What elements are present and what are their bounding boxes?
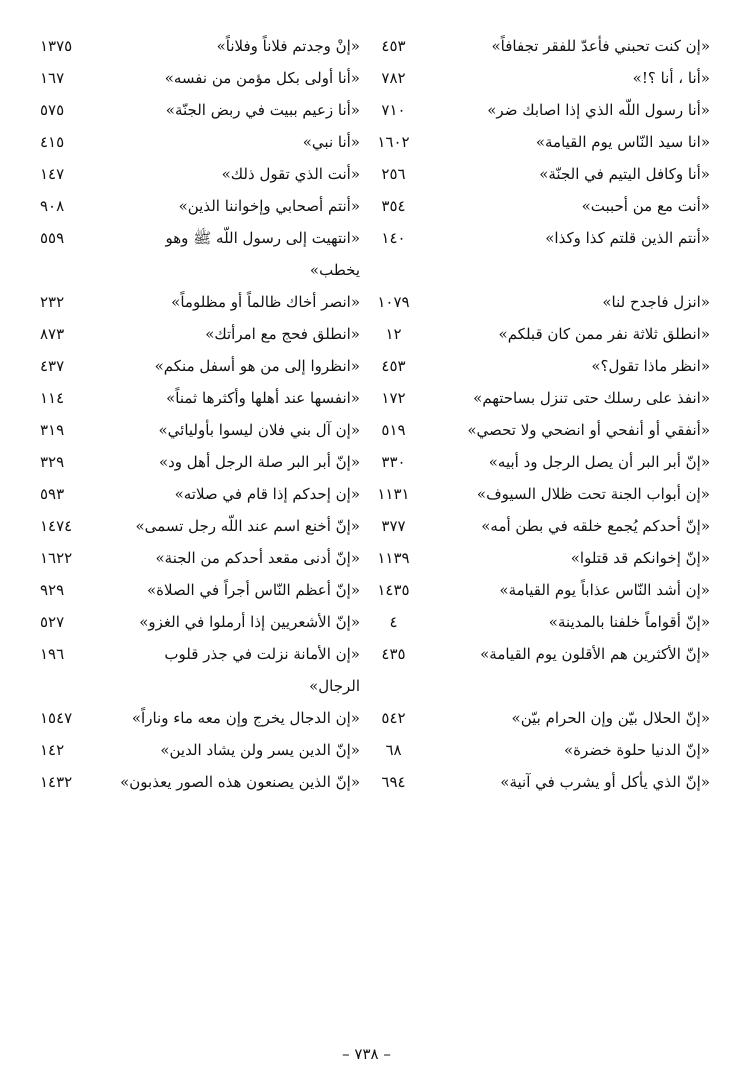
- entry-text: «إن إحدكم إذا قام في صلاته»: [174, 485, 360, 503]
- index-entry: [360, 222, 710, 286]
- entry-page: ١٦٠٢: [377, 133, 410, 151]
- entry-page: ١٦٢٢: [40, 549, 73, 567]
- index-entry: [40, 126, 360, 158]
- entry-page: ١٢: [385, 325, 402, 343]
- entry-text: «انطلق ثلاثة نفر ممن كان قبلكم»: [498, 325, 710, 343]
- entry-text: «إنّ أقواماً خلفنا بالمدينة»: [548, 613, 710, 631]
- entry-page: ١١٣٩: [377, 549, 410, 567]
- entry-text: «إنّ أبر البر صلة الرجل أهل ود»: [158, 453, 360, 471]
- index-entry: [40, 606, 360, 638]
- index-entry: [360, 318, 710, 350]
- entry-text: «إنّ أعظم النّاس أجراً في الصلاة»: [146, 581, 360, 599]
- index-entry: [40, 638, 360, 702]
- entry-text: «إنّ الذي يأكل أو يشرب في آنية»: [500, 773, 710, 791]
- entry-text: «أنت الذي تقول ذلك»: [221, 165, 360, 183]
- entry-page: ٦٩٤: [381, 773, 406, 791]
- index-entry: [40, 542, 360, 574]
- entry-text: «أنا زعيم ببيت في ربض الجنّة»: [165, 101, 360, 119]
- entry-page: ٥٤٢: [381, 709, 406, 727]
- entry-page: ٤: [389, 613, 398, 631]
- entry-text: «إنْ وجدتم فلاناً وفلاناً»: [216, 37, 360, 55]
- entry-text: «أنت مع من أحببت»: [581, 197, 710, 215]
- index-entry: [40, 446, 360, 478]
- index-entry: [360, 286, 710, 318]
- index-entry: [360, 766, 710, 798]
- entry-text: «أنا ، أنا ؟!»: [632, 69, 710, 87]
- entry-text: «انفسها عند أهلها وأكثرها ثمناً»: [166, 389, 360, 407]
- entry-page: ١٤٠: [381, 229, 406, 247]
- index-entry: [360, 94, 710, 126]
- entry-text: «أنتم أصحابي وإخواننا الذين»: [178, 197, 360, 215]
- right-column: [360, 30, 710, 798]
- entry-page: ٣٢٩: [40, 453, 65, 471]
- entry-text: «أنا وكافل اليتيم في الجنّة»: [539, 165, 710, 183]
- entry-page: ٤١٥: [40, 133, 65, 151]
- entry-page: ١٩٦: [40, 645, 65, 663]
- entry-page: ١٣٧٥: [40, 37, 73, 55]
- left-column: [40, 30, 360, 798]
- entry-page: ٣٣٠: [381, 453, 406, 471]
- entry-page: ١١٣١: [377, 485, 410, 503]
- entry-text: «إنّ الحلال بيّن وإن الحرام بيّن»: [511, 709, 710, 727]
- entry-text: «إن الدجال يخرج وإن معه ماء وناراً»: [131, 709, 360, 727]
- entry-text: «أنا نبي»: [302, 133, 360, 151]
- entry-text: «إنّ أبر البر أن يصل الرجل ود أبيه»: [488, 453, 710, 471]
- index-entry: [40, 382, 360, 414]
- index-entry: [40, 94, 360, 126]
- entry-text: «انزل فاجدح لنا»: [602, 293, 710, 311]
- entry-page: ٤٥٣: [381, 37, 406, 55]
- index-entry: [40, 158, 360, 190]
- page-number: – ٧٣٨ –: [342, 1045, 391, 1063]
- entry-text: «إن آل بني فلان ليسوا بأوليائي»: [158, 421, 360, 439]
- entry-text: «انصر أخاك ظالماً أو مظلوماً»: [171, 293, 360, 311]
- entry-text: «أنتم الذين قلتم كذا وكذا»: [545, 229, 710, 247]
- entry-page: ١٦٧: [40, 69, 65, 87]
- index-entry: [360, 542, 710, 574]
- index-entry: [40, 350, 360, 382]
- index-entry: [360, 350, 710, 382]
- entry-page: ٩٠٨: [40, 197, 65, 215]
- index-entry: [40, 62, 360, 94]
- entry-page: ١٠٧٩: [377, 293, 410, 311]
- index-entry: [360, 30, 710, 62]
- entry-page: ٣١٩: [40, 421, 65, 439]
- entry-page: ٥٥٩: [40, 229, 65, 247]
- index-entry: [360, 510, 710, 542]
- entry-text: «إنّ أدنى مقعد أحدكم من الجنة»: [155, 549, 360, 567]
- entry-page: ١٤٧٤: [40, 517, 73, 535]
- entry-text: «إنّ إخوانكم قد قتلوا»: [570, 549, 710, 567]
- entry-page: ٤٣٧: [40, 357, 65, 375]
- entry-page: ١٧٢: [381, 389, 406, 407]
- index-entry: [40, 574, 360, 606]
- index-entry: [360, 734, 710, 766]
- entry-text: «إنّ أحدكم يُجمع خلقه في بطن أمه»: [481, 517, 710, 535]
- index-entry: [360, 638, 710, 702]
- entry-page: ١٥٤٧: [40, 709, 73, 727]
- entry-text: «انطلق فحج مع امرأتك»: [205, 325, 360, 343]
- entry-text: «انا سيد النّاس يوم القيامة»: [535, 133, 710, 151]
- entry-text: «إنّ الذين يصنعون هذه الصور يعذبون»: [120, 773, 360, 791]
- entry-page: ٥٧٥: [40, 101, 65, 119]
- entry-page: ٣٥٤: [381, 197, 406, 215]
- index-entry: [360, 190, 710, 222]
- index-entry: [40, 734, 360, 766]
- entry-page: ٥٩٣: [40, 485, 65, 503]
- index-entry: [360, 158, 710, 190]
- entry-text: «انظر ماذا تقول؟»: [591, 357, 710, 375]
- index-entry: [40, 30, 360, 62]
- entry-text: «أنا رسول اللّه الذي إذا اصابك ضر»: [487, 101, 710, 119]
- entry-page: ٤٥٣: [381, 357, 406, 375]
- entry-text: «إن أشد النّاس عذاباً يوم القيامة»: [499, 581, 710, 599]
- index-entry: [40, 510, 360, 542]
- entry-page: ٧٨٢: [381, 69, 406, 87]
- entry-text: «أنا أولى بكل مؤمن من نفسه»: [164, 69, 360, 87]
- index-entry: [40, 414, 360, 446]
- entry-text: «انتهيت إلى رسول اللّه ﷺ وهو يخطب»: [165, 229, 360, 280]
- index-entry: [360, 478, 710, 510]
- index-entry: [40, 318, 360, 350]
- entry-text: «إنّ الأكثرين هم الأقلون يوم القيامة»: [480, 645, 710, 663]
- index-entry: [40, 766, 360, 798]
- entry-page: ٧١٠: [381, 101, 406, 119]
- index-entry: [40, 478, 360, 510]
- index-entry: [360, 446, 710, 478]
- entry-text: «إن الأمانة نزلت في جذر قلوب الرجال»: [164, 645, 360, 696]
- entry-text: «إنّ أخنع اسم عند اللّه رجل تسمى»: [135, 517, 360, 535]
- index-entry: [360, 606, 710, 638]
- entry-page: ١٤٣٢: [40, 773, 73, 791]
- entry-text: «إنّ الأشعريين إذا أرملوا في الغزو»: [139, 613, 360, 631]
- entry-page: ٦٨: [385, 741, 402, 759]
- index-entry: [360, 62, 710, 94]
- entry-page: ٢٥٦: [381, 165, 406, 183]
- entry-text: «إنّ الدنيا حلوة خضرة»: [564, 741, 710, 759]
- entry-page: ١٤٧: [40, 165, 65, 183]
- index-entry: [40, 702, 360, 734]
- entry-page: ٥١٩: [381, 421, 406, 439]
- entry-text: «إن كنت تحبني فأعدّ للفقر تجفافاً»: [491, 37, 710, 55]
- index-entry: [360, 702, 710, 734]
- entry-page: ١٤٣٥: [377, 581, 410, 599]
- entry-page: ١١٤: [40, 389, 65, 407]
- index-entry: [40, 286, 360, 318]
- index-entry: [360, 414, 710, 446]
- entry-page: ٩٢٩: [40, 581, 65, 599]
- entry-text: «انفذ على رسلك حتى تنزل بساحتهم»: [473, 389, 710, 407]
- entry-text: «إن أبواب الجنة تحت ظلال السيوف»: [476, 485, 710, 503]
- entry-page: ١٤٢: [40, 741, 65, 759]
- entry-text: «انظروا إلى من هو أسفل منكم»: [154, 357, 360, 375]
- index-entry: [40, 190, 360, 222]
- entry-page: ٤٣٥: [381, 645, 406, 663]
- entry-page: ٢٣٢: [40, 293, 65, 311]
- index-entry: [360, 382, 710, 414]
- index-entry: [40, 222, 360, 286]
- entry-text: «أنفقي أو أنفحي أو انضحي ولا تحصي»: [467, 421, 710, 439]
- entry-page: ٨٧٣: [40, 325, 65, 343]
- entry-page: ٥٢٧: [40, 613, 65, 631]
- entry-page: ٣٧٧: [381, 517, 406, 535]
- index-entry: [360, 574, 710, 606]
- entry-text: «إنّ الدين يسر ولن يشاد الدين»: [160, 741, 360, 759]
- index-entry: [360, 126, 710, 158]
